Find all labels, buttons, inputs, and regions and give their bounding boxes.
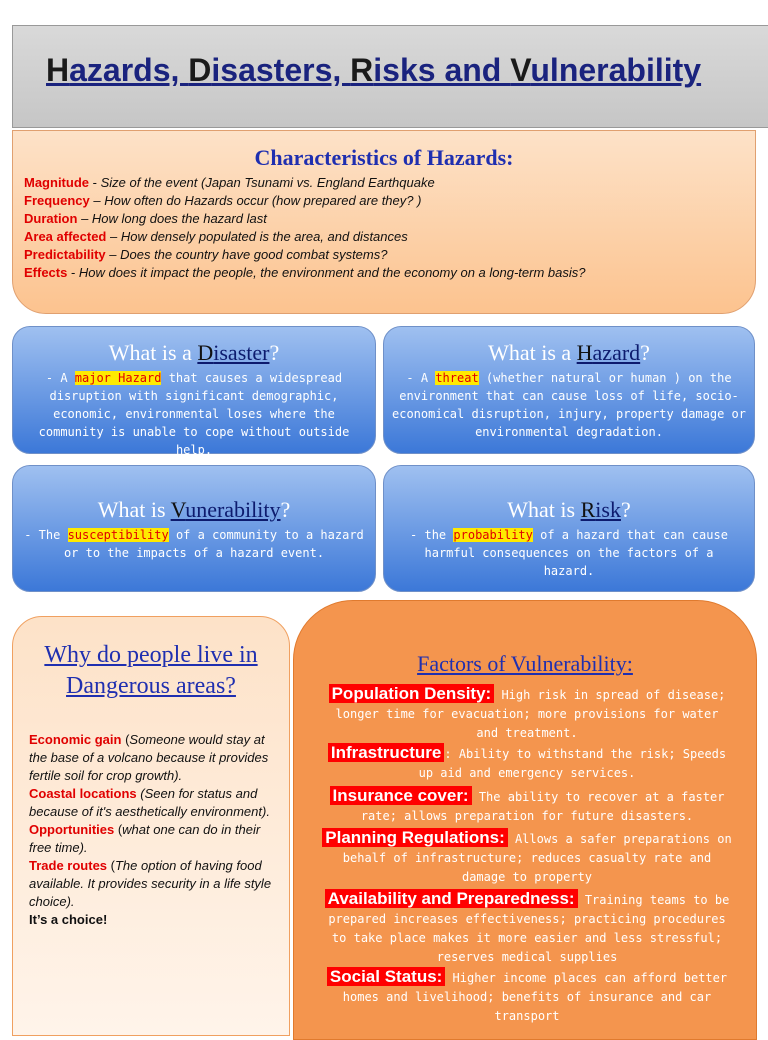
factor-item: Planning Regulations: Allows a safer preparations on behalf of infrastructure; reduces casualty rate and damage to property (322, 828, 732, 887)
hazard-title: What is a Hazard? (488, 340, 650, 365)
why-list: Economic gain (Someone would stay at the base of a volcano because it provides fertile soil for crop growth). Coastal locations (Seen for status and because of it's aesthetically environment). Opportunities (what one can do in their free time). Trade routes (The option of having food available. It provides security in a life style choice). It’s a choice! (29, 732, 272, 927)
factor-item: Social Status: Higher income places can afford better homes and livelihood; benefits of insurance and car transport (322, 967, 732, 1026)
characteristic-item: Effects - How does it impact the people, the environment and the economy on a long-term basis? (24, 265, 586, 280)
page-title: Hazards, Disasters, Risks and Vulnerability (46, 52, 702, 88)
vulnerability-definition: - The susceptibility of a community to a hazard or to the impacts of a hazard event. (24, 528, 364, 560)
risk-title: What is Risk? (507, 497, 631, 522)
factor-item: Population Density: High risk in spread of disease; longer time for evacuation; more provisions for water and treatment. (322, 684, 732, 743)
factor-item: Insurance cover: The ability to recover at a faster rate; allows preparation for future disasters. (322, 786, 732, 826)
risk-definition: - the probability of a hazard that can cause harmful consequences on the factors of a hazard. (410, 528, 728, 578)
disaster-title: What is a Disaster? (108, 340, 280, 365)
why-heading: Why do people live in Dangerous areas? (44, 642, 258, 699)
factors-heading: Factors of Vulnerability: (417, 651, 633, 676)
characteristic-item: Magnitude - Size of the event (Japan Tsunami vs. England Earthquake (24, 175, 435, 190)
characteristics-heading: Characteristics of Hazards: (254, 145, 514, 170)
vulnerability-title: What is Vunerability? (97, 497, 291, 522)
disaster-definition: - A major Hazard that causes a widespread disruption with significant demographic, economic, environmental loses where the community is unable to cope without outside help. (38, 371, 350, 457)
characteristic-item: Duration – How long does the hazard last (24, 211, 267, 226)
factor-item: Infrastructure : Ability to withstand the risk; Speeds up aid and emergency services. (322, 743, 732, 783)
hazard-definition: - A threat (whether natural or human ) on the environment that can cause loss of life, socio-economical disruption, injury, property damage or environmental degradation. (392, 371, 747, 439)
characteristic-item: Area affected – How densely populated is the area, and distances (24, 229, 408, 244)
factor-item: Availability and Preparedness: Training teams to be prepared increases effectiveness; practicing procedures to take place makes it more easier and less stressful; reserves medical supplies (322, 889, 732, 967)
characteristic-item: Frequency – How often do Hazards occur (how prepared are they? ) (24, 193, 422, 208)
characteristic-item: Predictability – Does the country have good combat systems? (24, 247, 388, 262)
